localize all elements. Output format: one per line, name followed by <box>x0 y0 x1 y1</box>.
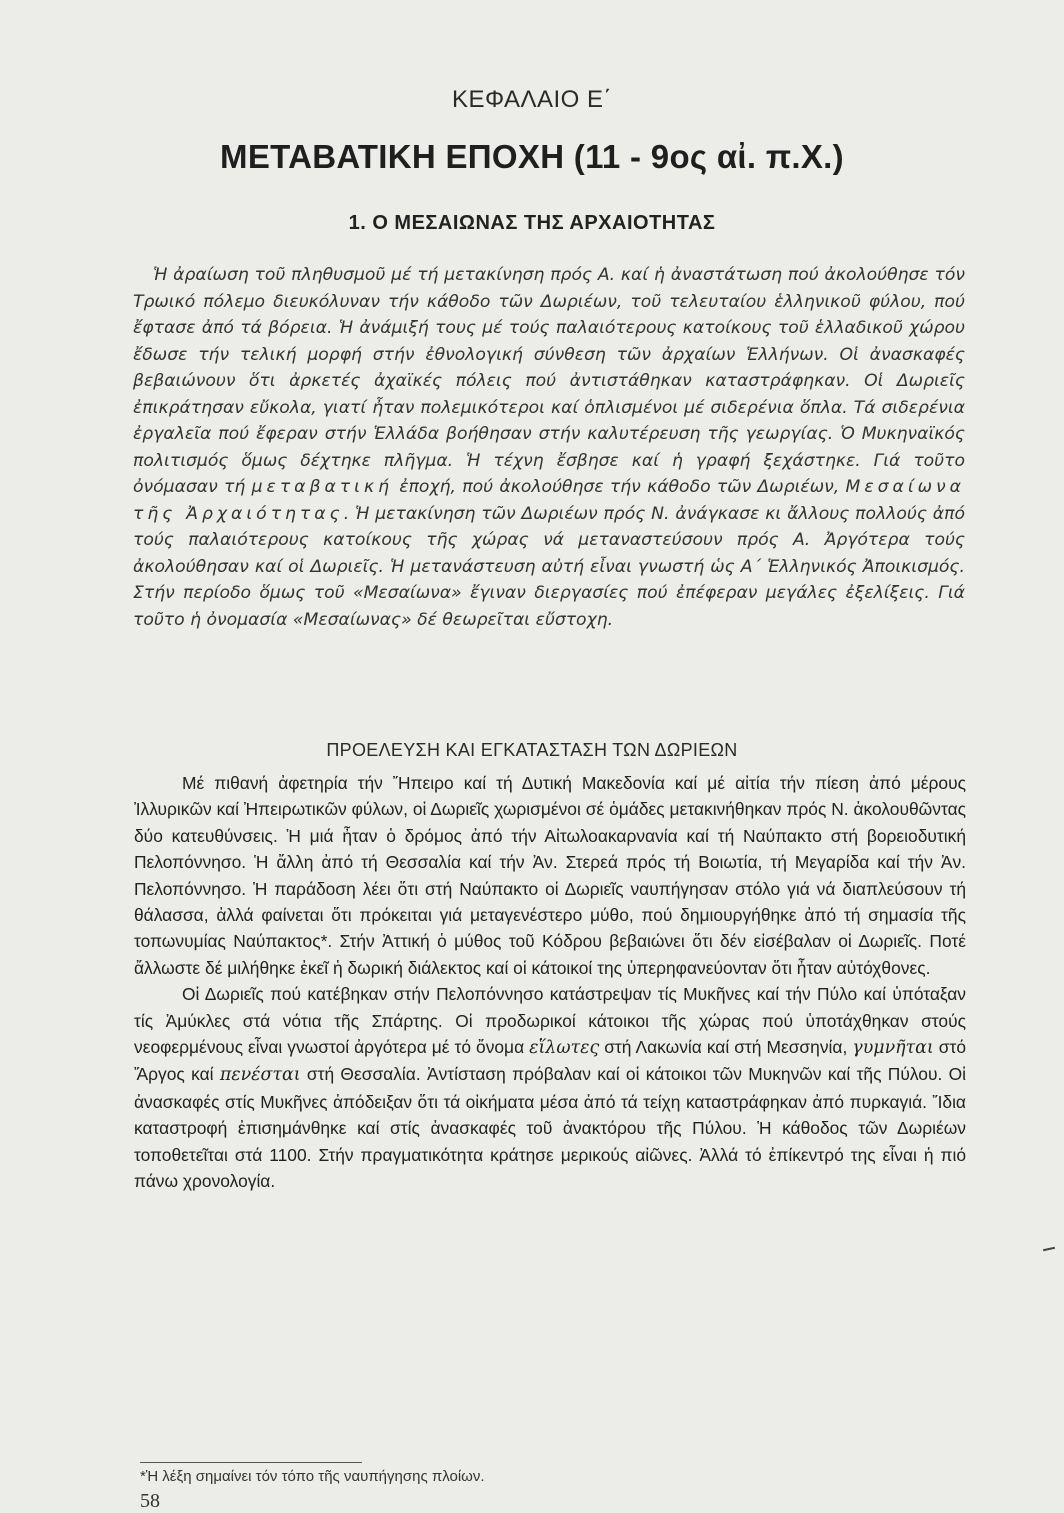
intro-term-transitional: μεταβατική <box>251 477 393 497</box>
body-text-part: στή Λακωνία καί στή Μεσσηνία, <box>604 1037 848 1058</box>
body-text-part: στή Θεσσαλία. Ἀντίσταση πρόβαλαν καί οἱ κάτοικοι τῶν Μυκηνῶν καί τῆς Πύλου. Οἱ ἀνασκαφές στίς Μυκῆνες ἀπόδειξαν ὅτι τά οἰκήματα μέσα ἀπό τά τείχη καταστράφηκαν ἀπό πυρκαγιά. Ἴδια καταστροφή ἐπισημάνθηκε καί στίς ἀνασκαφές τοῦ ἀνακτόρου τῆς Πύλου. Ἡ κάθοδος τῶν Δωριέων τοποθετεῖται στά 1100. Στήν πραγματικότητα κράτησε μερικούς αἰῶνες. Ἀλλά τό ἐπίκεντρό της εἶναι ἡ πιό πάνω χρονολογία. <box>134 1064 966 1192</box>
term-helots: εἵλωτες <box>529 1038 600 1059</box>
page-number: 58 <box>140 1490 160 1512</box>
footnote-divider <box>140 1462 362 1463</box>
body-text-part: στό Ἄργος καί <box>134 1037 967 1085</box>
body-paragraph-1: Μέ πιθανή ἀφετηρία τήν Ἤπειρο καί τή Δυτική Μακεδονία καί μέ αἰτία τήν πίεση ἀπό μέρους Ἰλλυρικῶν καί Ἠπειρωτικῶν φύλων, οἱ Δωριεῖς χωρισμένοι σέ ὁμάδες μετακινήθηκαν πρός Ν. ἀκολουθῶντας δύο κατευθύνσεις. Ἡ μιά ἦταν ὁ δρόμος ἀπό τήν Αἰτωλοακαρνανία καί τή Ναύπακτο στή βορειοδυτική Πελοπόννησο. Ἡ ἄλλη ἀπό τή Θεσσαλία καί τήν Ἀν. Στερεά πρός τή Βοιωτία, τή Μεγαρίδα καί τήν Ἀν. Πελοπόννησο. Ἡ παράδοση λέει ὅτι στή Ναύπακτο οἱ Δωριεῖς ναυπήγησαν στόλο γιά νά διαπλεύσουν τή θάλασσα, ἀλλά φαίνεται ὅτι πρόκειται γιά μεταγενέστερο μύθο, πού δημιουργήθηκε ἀπό τή σημασία τῆς τοπωνυμίας Ναύπακτος*. Στήν Ἀττική ὁ μύθος τοῦ Κόδρου βεβαιώνει ὅτι δέν εἰσέβαλαν οἱ Δωριεῖς. Ποτέ ἄλλωστε δέ μιλήθηκε ἐκεῖ ἡ δωρική διάλεκτος καί οἱ κάτοικοί της ὑπερηφανεύονταν ὅτι ἦταν αὐτόχθονες. <box>134 773 966 978</box>
intro-paragraph <box>133 262 965 633</box>
body-paragraph-2 <box>134 981 966 1194</box>
margin-mark <box>1043 1247 1055 1251</box>
body-text-part: Οἱ Δωριεῖς πού κατέβηκαν στήν Πελοπόννησο κατάστρεψαν τίς Μυκῆνες καί τήν Πύλο καί ὑπόταξαν τίς Ἀμύκλες στά νότια τῆς Σπάρτης. Οἱ προδωρικοί κάτοικοι τῆς χώρας πού ὑποτάχθηκαν στούς νεοφερμένους εἶναι γνωστοί ἀργότερα μέ τό ὄνομα <box>134 984 966 1058</box>
intro-term-middle-ages: Μεσαίωνα τῆς Ἀρχαιότητας <box>133 477 965 524</box>
term-penestai: πενέσται <box>219 1065 301 1086</box>
intro-text-part: Ἡ ἀραίωση τοῦ πληθυσμοῦ μέ τή μετακίνηση πρός Α. καί ἡ ἀναστάτωση πού ἀκολούθησε τόν Τρωικό πόλεμο διευκόλυναν τήν κάθοδο τῶν Δωριέων, τοῦ τελευταίου ἑλληνικοῦ φύλου, πού ἔφτασε ἀπό τά βόρεια. Ἡ ἀνάμιξή τους μέ τούς παλαιότερους κατοίκους τοῦ ἑλλαδικοῦ χώρου ἔδωσε τήν τελική μορφή στήν ἐθνολογική σύνθεση τῶν ἀρχαίων Ἑλλήνων. Οἱ ἀνασκαφές βεβαιώνουν ὅτι ἀρκετές ἀχαϊκές πόλεις πού ἀντιστάθηκαν καταστράφηκαν. Οἱ Δωριεῖς ἐπικράτησαν εὔκολα, γιατί ἦταν πολεμικότεροι καί ὁπλισμένοι μέ σιδερένια ὅπλα. Τά σιδερένια ἐργαλεῖα πού ἔφεραν στήν Ἑλλάδα βοήθησαν στήν καλυτέρευση τῆς γεωργίας. Ὁ Μυκηναϊκός πολιτισμός ὅμως δέχτηκε πλῆγμα. Ἡ τέχνη ἔσβησε καί ἡ γραφή ξεχάστηκε. Γιά τοῦτο ὀνόμασαν τή <box>133 265 965 497</box>
subsection-title: ΠΡΟΕΛΕΥΣΗ ΚΑΙ ΕΓΚΑΤΑΣΤΑΣΗ ΤΩΝ ΔΩΡΙΕΩΝ <box>326 740 738 760</box>
body-text <box>134 770 966 1195</box>
intro-text-part: . Ἡ μετακίνηση τῶν Δωριέων πρός Ν. ἀνάγκασε κι ἄλλους πολλούς ἀπό τούς παλαιότερους κατοίκους τῆς χώρας νά μεταναστεύσουν πρός Α. Ἀργότερα τούς ἀκολούθησαν καί οἱ Δωριεῖς. Ἡ μετανάστευση αὐτή εἶναι γνωστή ὡς Α΄ Ἑλληνικός Ἀποικισμός. Στήν περίοδο ὅμως τοῦ «Μεσαίωνα» ἔγιναν διεργασίες πού ἐπέφεραν μεγάλες ἐξελίξεις. Γιά τοῦτο ἡ ὀνομασία «Μεσαίωνας» δέ θεωρεῖται εὔστοχη. <box>133 503 965 630</box>
chapter-label: ΚΕΦΑΛΑΙΟ Ε΄ <box>451 86 613 113</box>
intro-text-part: ἐποχή, πού ἀκολούθησε τήν κάθοδο τῶν Δωριέων, <box>399 477 840 497</box>
footnote: *Ἡ λέξη σημαίνει τόν τόπο τῆς ναυπήγησης πλοίων. <box>140 1468 485 1485</box>
chapter-title: ΜΕΤΑΒΑΤΙΚΗ ΕΠΟΧΗ (11 - 9ος αἰ. π.Χ.) <box>220 138 844 175</box>
section-title: 1. Ο ΜΕΣΑΙΩΝΑΣ ΤΗΣ ΑΡΧΑΙΟΤΗΤΑΣ <box>348 212 716 234</box>
term-gymnetes: γυμνῆται <box>852 1038 934 1059</box>
